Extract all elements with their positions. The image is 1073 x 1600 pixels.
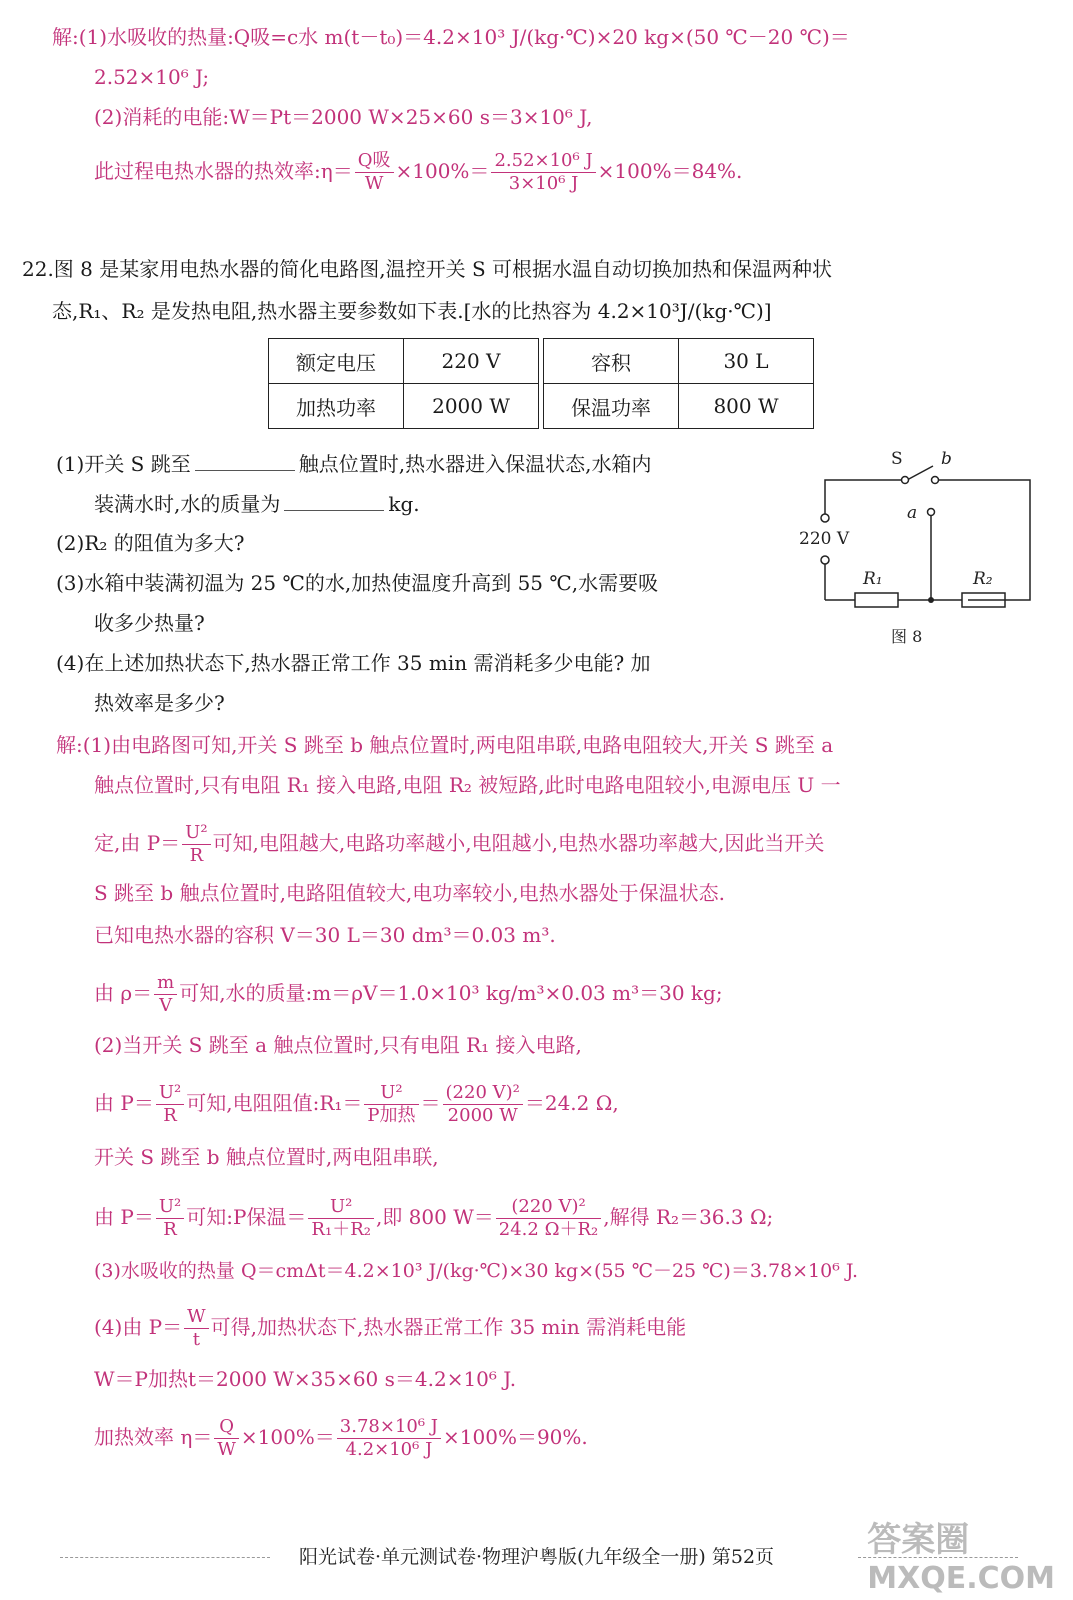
sub-q1-part-b: 触点位置时,热水器进入保温状态,水箱内 [298, 452, 652, 476]
frac-num: m [157, 972, 175, 993]
solution-line-9: 开关 S 跳至 b 触点位置时,两电阻串联, [94, 1145, 439, 1169]
sol3-prefix: 定,由 P＝ [94, 831, 181, 855]
frac-den: P加热 [364, 1104, 418, 1127]
watermark-logo [867, 1512, 1055, 1596]
prev-eff-fraction-2 [491, 150, 595, 195]
sub-q1-part-d: kg. [388, 492, 420, 516]
frac-den: R [156, 1218, 184, 1241]
switch-blade [907, 466, 933, 480]
prev-eff-mid: ×100%＝ [395, 159, 490, 183]
sub-q1-part-c: 装满水时,水的质量为 [94, 492, 281, 516]
frac-num: Q [219, 1416, 234, 1437]
voltage-label: 220 V [799, 529, 850, 549]
sol3-post: 可知,电阻越大,电路功率越小,电阻越小,电热水器功率越大,因此当开关 [212, 831, 825, 855]
sub-question-3-line-1: (3)水箱中装满初温为 25 ℃的水,加热使温度升高到 55 ℃,水需要吸 [56, 571, 659, 595]
frac-den: 24.2 Ω＋R₂ [496, 1218, 602, 1241]
power-formula-fraction [182, 822, 210, 867]
contact-a-label: a [907, 503, 918, 523]
sub-question-4-line-2: 热效率是多少? [94, 691, 225, 715]
circuit-diagram [795, 440, 1045, 650]
sol14-mid: ×100%＝ [240, 1425, 335, 1449]
terminal-icon [821, 556, 829, 564]
solution-line-8 [94, 1082, 619, 1127]
contact-b-icon [932, 477, 939, 484]
sol10-post: ,解得 R₂＝36.3 Ω; [603, 1205, 774, 1229]
sub-question-1-line-1 [56, 450, 651, 477]
fraction [156, 1082, 184, 1127]
frac-den: 2000 W [443, 1104, 523, 1127]
frac-den: W [214, 1438, 239, 1461]
table-cell: 保温功率 [544, 384, 679, 429]
answer-blank-mass[interactable] [284, 490, 384, 511]
sol10-mid-2: ,即 800 W＝ [375, 1205, 494, 1229]
sol12-prefix: (4)由 P＝ [94, 1315, 183, 1339]
prev-solution-line-2: 2.52×10⁶ J; [94, 65, 210, 89]
table-cell: 30 L [679, 339, 814, 384]
prev-eff-fraction-1 [355, 150, 394, 195]
solution-line-12 [94, 1306, 686, 1351]
solution-line-4: S 跳至 b 触点位置时,电路阻值较大,电功率较小,电热水器处于保温状态. [94, 881, 726, 905]
page-footer: 阳光试卷·单元测试卷·物理沪粤版(九年级全一册) 第52页 [298, 1546, 775, 1568]
frac-num: (220 V)² [511, 1196, 586, 1217]
fraction [443, 1082, 523, 1127]
frac-num: U² [380, 1082, 403, 1103]
frac-num: 3.78×10⁶ J [339, 1416, 439, 1437]
sub-question-4-line-1: (4)在上述加热状态下,热水器正常工作 35 min 需消耗多少电能? 加 [56, 651, 651, 675]
solution-line-10 [94, 1196, 773, 1241]
frac-num: U² [185, 822, 208, 843]
answer-blank-contact[interactable] [195, 450, 295, 471]
parameter-table [268, 338, 814, 429]
frac-num: W [187, 1306, 206, 1327]
table-cell: 2000 W [404, 384, 539, 429]
solution-line-7: (2)当开关 S 跳至 a 触点位置时,只有电阻 R₁ 接入电路, [94, 1033, 582, 1057]
resistor-r1 [855, 593, 898, 607]
terminal-icon [821, 514, 829, 522]
sub-question-2: (2)R₂ 的阻值为多大? [56, 531, 245, 555]
prev-eff-frac2-num: 2.52×10⁶ J [494, 150, 593, 171]
prev-eff-prefix: 此过程电热水器的热效率:η＝ [94, 159, 353, 183]
sol6-prefix: 由 ρ＝ [94, 981, 153, 1005]
prev-eff-frac1-num: Q吸 [357, 150, 391, 171]
sol14-prefix: 加热效率 η＝ [94, 1425, 213, 1449]
prev-eff-post: ×100%＝84%. [597, 159, 743, 183]
fraction [214, 1416, 239, 1461]
solution-line-13: W＝P加热t＝2000 W×35×60 s＝4.2×10⁶ J. [94, 1367, 517, 1391]
solution-line-14 [94, 1416, 588, 1461]
sol6-post: 可知,水的质量:m＝ρV＝1.0×10³ kg/m³×0.03 m³＝30 kg; [179, 981, 723, 1005]
junction-dot [928, 597, 934, 603]
sol8-mid-1: 可知,电阻阻值:R₁＝ [186, 1091, 363, 1115]
prev-eff-frac2-den: 3×10⁶ J [491, 172, 595, 195]
sol8-post: ＝24.2 Ω, [524, 1091, 619, 1115]
solution-line-2: 触点位置时,只有电阻 R₁ 接入电路,电阻 R₂ 被短路,此时电路电阻较小,电源电压 U 一 [94, 773, 841, 797]
table-cell: 加热功率 [269, 384, 404, 429]
watermark-en: MXQE.COM [867, 1561, 1055, 1596]
question-stem-line-2: 态,R₁、R₂ 是发热电阻,热水器主要参数如下表.[水的比热容为 4.2×10³J/(kg·℃)] [52, 299, 772, 323]
sol8-prefix: 由 P＝ [94, 1091, 154, 1115]
r1-label: R₁ [863, 569, 883, 589]
frac-den: t [184, 1328, 209, 1351]
table-cell: 800 W [679, 384, 814, 429]
solution-line-1: 解:(1)由电路图可知,开关 S 跳至 b 触点位置时,两电阻串联,电路电阻较大,开关 S 跳至 a [56, 733, 834, 757]
frac-num: U² [158, 1082, 182, 1103]
watermark-cn: 答案圈 [867, 1520, 970, 1560]
sub-question-1-line-2 [94, 490, 420, 517]
sub-q1-part-a: (1)开关 S 跳至 [56, 452, 191, 476]
solution-line-11: (3)水吸收的热量 Q＝cmΔt＝4.2×10³ J/(kg·℃)×30 kg×(55 ℃－25 ℃)＝3.78×10⁶ J. [94, 1260, 859, 1282]
sol12-post: 可得,加热状态下,热水器正常工作 35 min 需消耗电能 [210, 1315, 687, 1339]
fraction [364, 1082, 418, 1127]
table-cell: 220 V [404, 339, 539, 384]
frac-den: R [156, 1104, 184, 1127]
density-fraction [154, 972, 177, 1017]
prev-solution-line-1: 解:(1)水吸收的热量:Q吸=c水 m(t－t₀)＝4.2×10³ J/(kg·℃)×20 kg×(50 ℃－20 ℃)＝ [52, 25, 850, 49]
fraction [337, 1416, 441, 1461]
frac-den: R₁＋R₂ [308, 1218, 374, 1241]
table-row [269, 339, 814, 384]
figure-caption: 图 8 [891, 627, 923, 646]
frac-den: V [154, 994, 177, 1017]
frac-num: U² [330, 1196, 353, 1217]
fraction [308, 1196, 374, 1241]
sol8-mid-2: ＝ [420, 1091, 441, 1115]
frac-den: R [182, 844, 210, 867]
fraction [496, 1196, 602, 1241]
solution-line-6 [94, 972, 723, 1017]
contact-a-icon [928, 509, 935, 516]
contact-b-label: b [941, 449, 952, 469]
circuit-wire [825, 480, 905, 514]
frac-den: 4.2×10⁶ J [337, 1438, 441, 1461]
fraction [184, 1306, 209, 1351]
prev-eff-frac1-den: W [355, 172, 394, 195]
table-cell: 额定电压 [269, 339, 404, 384]
question-stem-line-1: 22.图 8 是某家用电热水器的简化电路图,温控开关 S 可根据水温自动切换加热和保温两种状 [22, 257, 833, 281]
switch-pivot-icon [902, 477, 909, 484]
r2-label: R₂ [973, 569, 993, 589]
frac-num: (220 V)² [445, 1082, 520, 1103]
solution-line-3 [94, 822, 824, 867]
table-row [269, 384, 814, 429]
prev-solution-line-4 [94, 150, 742, 195]
frac-num: U² [158, 1196, 182, 1217]
fraction [156, 1196, 184, 1241]
solution-line-5: 已知电热水器的容积 V＝30 L＝30 dm³＝0.03 m³. [94, 923, 556, 947]
sol14-post: ×100%＝90%. [443, 1425, 588, 1449]
sol10-prefix: 由 P＝ [94, 1205, 154, 1229]
sub-question-3-line-2: 收多少热量? [94, 611, 205, 635]
table-cell: 容积 [544, 339, 679, 384]
sol10-mid-1: 可知:P保温＝ [186, 1205, 307, 1229]
prev-solution-line-3: (2)消耗的电能:W＝Pt＝2000 W×25×60 s＝3×10⁶ J, [94, 105, 593, 129]
switch-label: S [891, 449, 903, 469]
